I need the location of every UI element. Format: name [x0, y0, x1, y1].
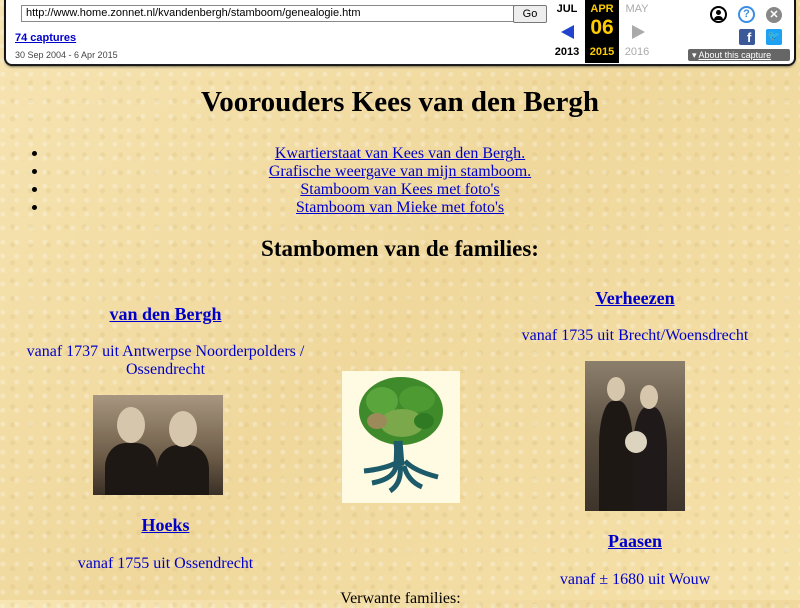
family-desc-van-den-bergh: vanaf 1737 uit Antwerpse Noorderpolders / Ossendrecht	[26, 343, 305, 378]
wayback-url-input[interactable]: http://www.home.zonnet.nl/kvandenbergh/stamboom/genealogie.htm	[21, 5, 515, 22]
photo-verheezen-wedding	[585, 361, 685, 511]
family-link-verheezen[interactable]: Verheezen	[595, 288, 675, 308]
tree-canopy	[359, 377, 443, 445]
families-heading: Stambomen van de families:	[261, 236, 539, 261]
next-year[interactable]: 2016	[624, 46, 650, 58]
stamboom-kees-link[interactable]: Stamboom van Kees met foto's	[300, 181, 500, 198]
current-month: APR	[590, 3, 614, 15]
prev-month: JUL	[556, 3, 578, 15]
family-link-paasen[interactable]: Paasen	[608, 531, 662, 551]
facebook-icon[interactable]: f	[739, 29, 755, 45]
close-icon[interactable]: ✕	[766, 7, 782, 23]
related-families-label: Verwante families:	[340, 590, 461, 607]
family-column-right	[478, 0, 792, 600]
family-desc-paasen: vanaf ± 1680 uit Wouw	[559, 571, 711, 588]
stamboom-mieke-link[interactable]: Stamboom van Mieke met foto's	[295, 199, 505, 216]
current-year: 2015	[589, 46, 615, 58]
wayback-date-range: 30 Sep 2004 - 6 Apr 2015	[15, 50, 118, 60]
help-icon[interactable]: ?	[738, 6, 755, 23]
family-column-middle	[323, 0, 478, 607]
current-day: 06	[590, 16, 614, 39]
next-month: MAY	[625, 3, 649, 15]
dropdown-triangle-icon: ▾	[692, 50, 697, 60]
wayback-go-button[interactable]: Go	[513, 5, 547, 23]
family-column-left	[8, 0, 323, 600]
family-link-van-den-bergh[interactable]: van den Bergh	[109, 304, 222, 324]
family-desc-verheezen: vanaf 1735 uit Brecht/Woensdrecht	[521, 327, 749, 344]
family-desc-hoeks: vanaf 1755 uit Ossendrecht	[77, 555, 254, 572]
family-tree-image	[342, 371, 460, 503]
family-link-hoeks[interactable]: Hoeks	[141, 515, 190, 535]
twitter-icon[interactable]: 🐦	[766, 29, 782, 45]
prev-year[interactable]: 2013	[554, 46, 580, 58]
grafische-weergave-link[interactable]: Grafische weergave van mijn stamboom.	[268, 163, 532, 180]
photo-van-den-bergh-couple	[93, 395, 223, 495]
wayback-captures-link[interactable]: 74 captures	[15, 32, 77, 44]
page-title: Voorouders Kees van den Bergh	[201, 86, 599, 118]
about-capture-label: About this capture	[698, 50, 772, 60]
kwartierstaat-link[interactable]: Kwartierstaat van Kees van den Bergh.	[274, 145, 526, 162]
